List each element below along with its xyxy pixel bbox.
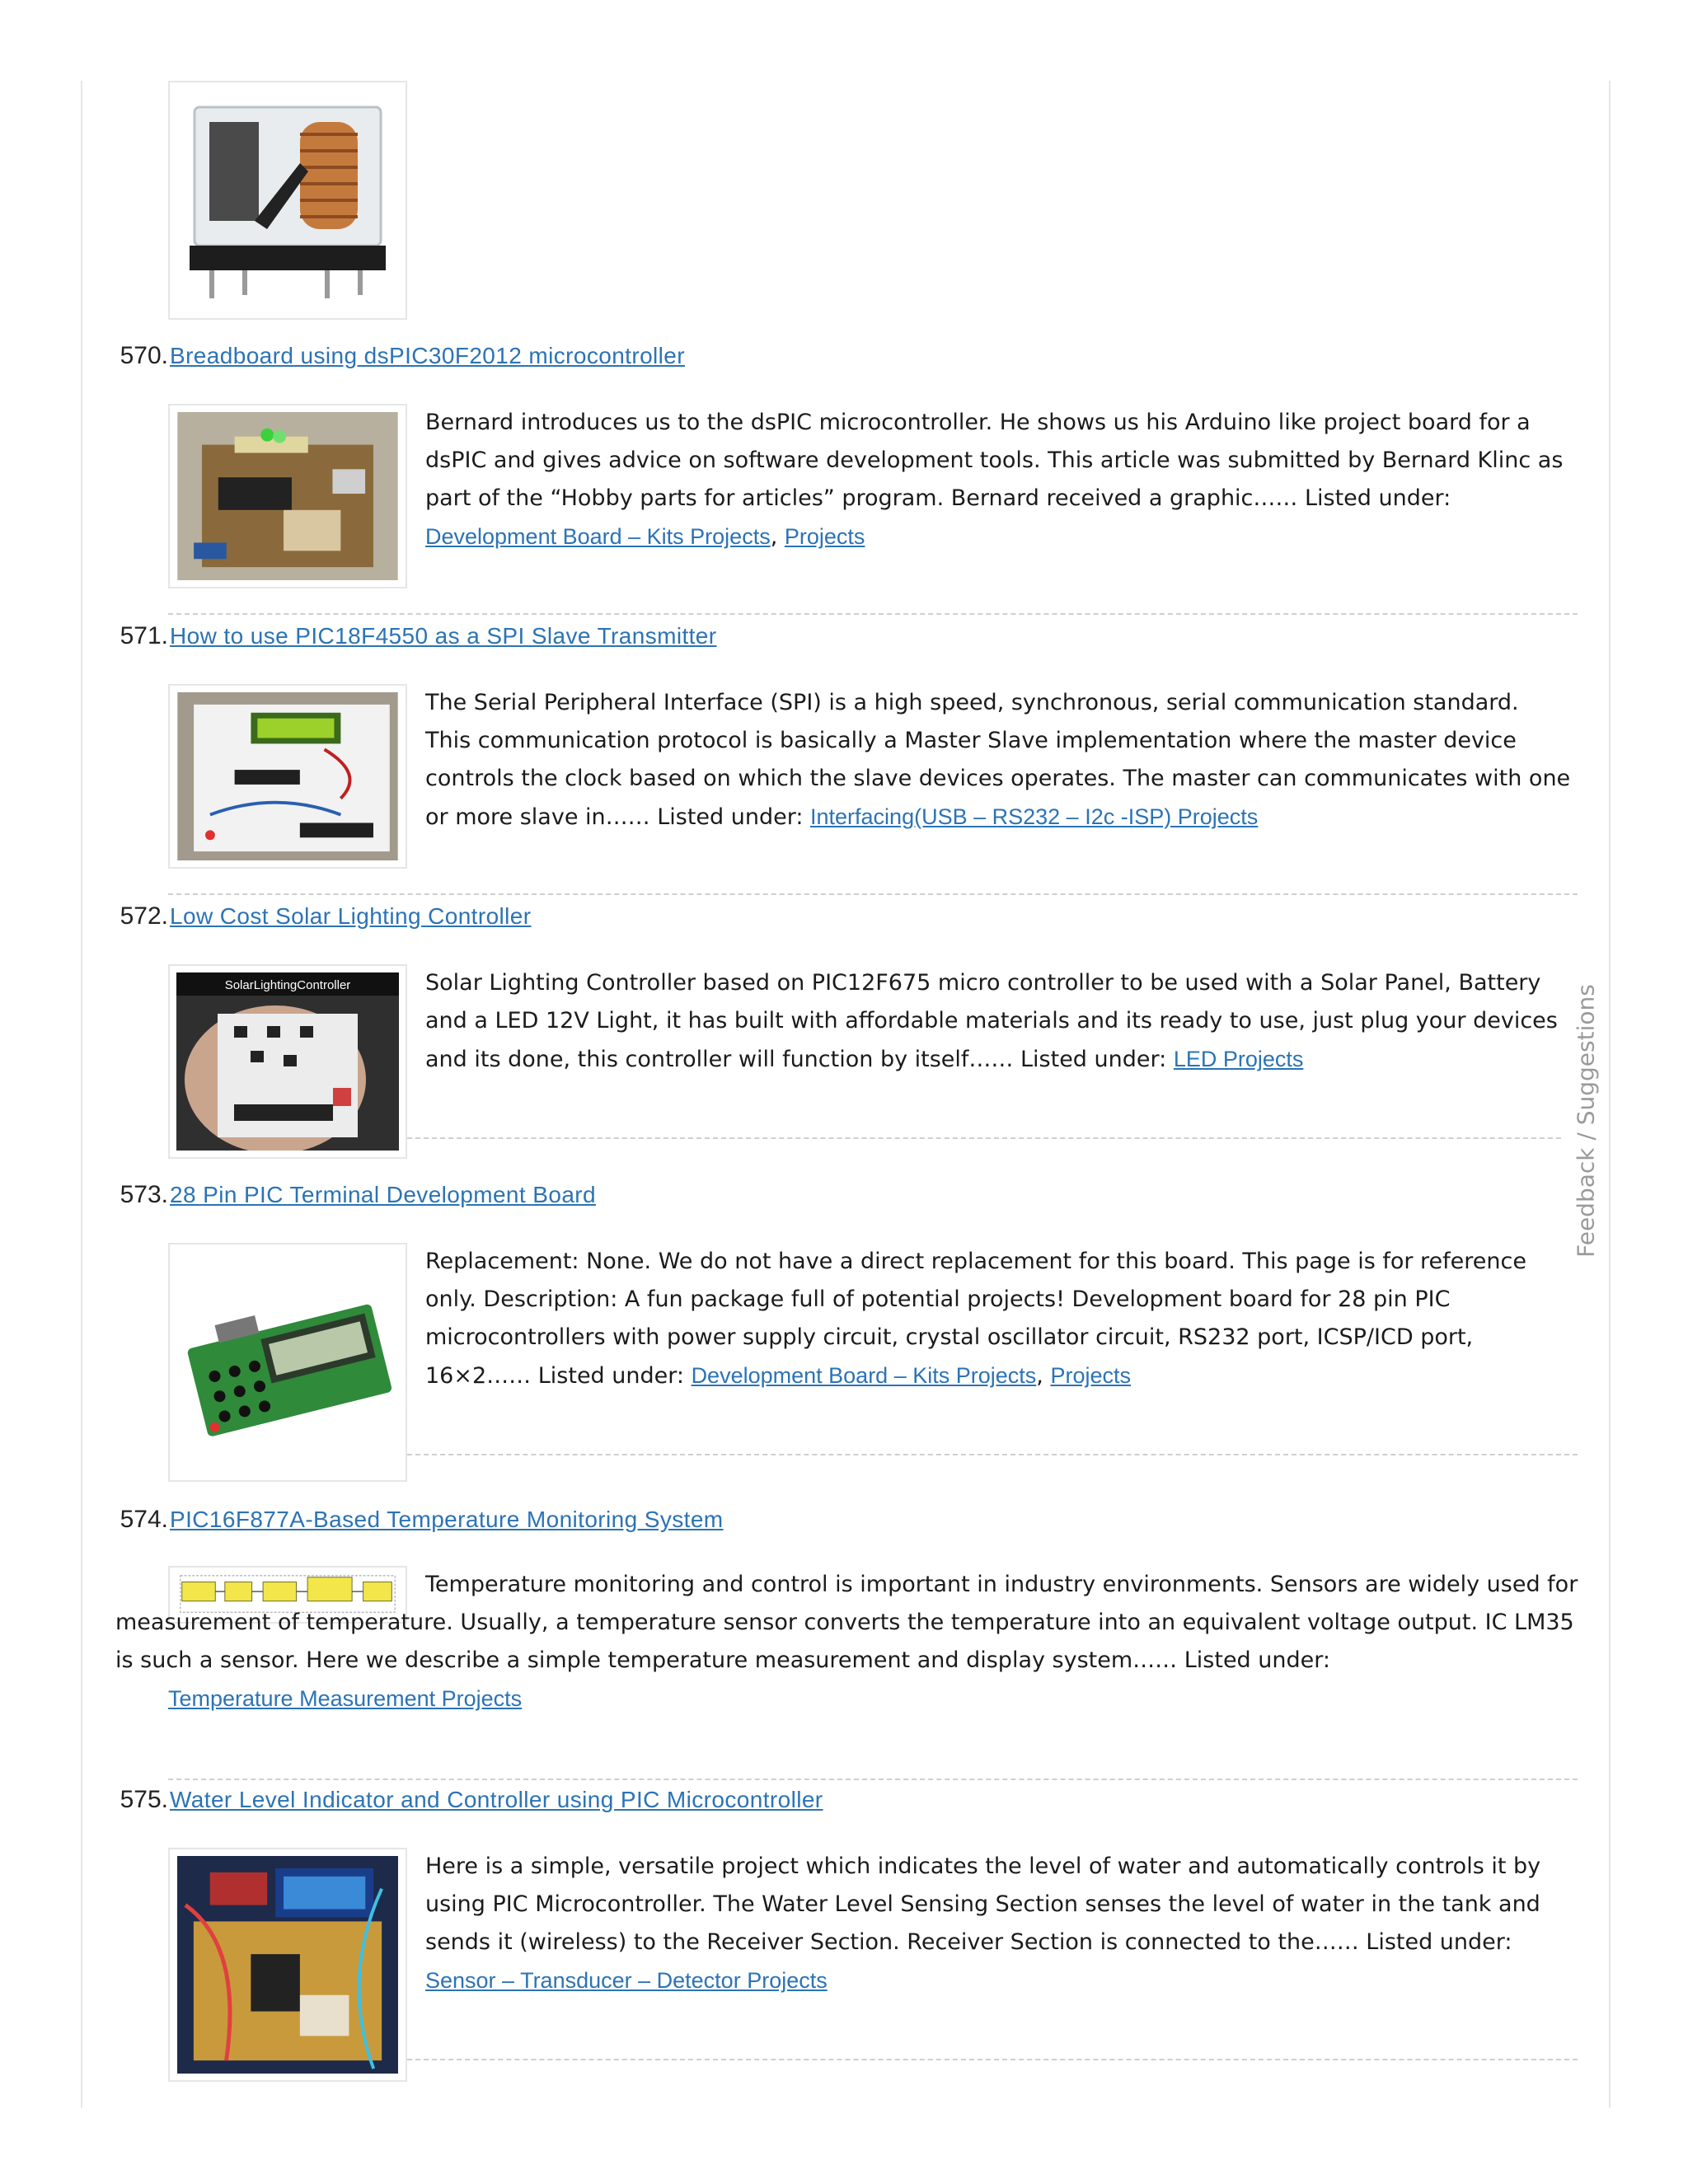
project-link-570[interactable]: Breadboard using dsPIC30F2012 microcontroller [170, 343, 685, 368]
relay-photo-icon [176, 89, 399, 312]
description-text: Replacement: None. We do not have a direct replacement for this board. This page is for reference only. Description: A fun package full of potential projects! Development board for 28 pin PIC microcontrollers with power supply circuit, crystal oscillator circuit, RS232 port, ICSP/ICD port, 16×2…… Listed under: [425, 1249, 1526, 1389]
category-link[interactable]: Projects [784, 524, 865, 549]
item-divider [168, 613, 1578, 615]
item-number: 572. [120, 902, 168, 930]
project-link-572[interactable]: Low Cost Solar Lighting Controller [170, 903, 532, 929]
description-text: Solar Lighting Controller based on PIC12F675 micro controller to be used with a Solar Panel, Battery and a LED 12V Light, it has built with affordable materials and its ready to use, just plug your devices and its done, this controller will function by itself…… Listed under: [425, 970, 1558, 1072]
list-item-572-header [115, 900, 531, 933]
project-description-570: Bernard introduces us to the dsPIC microcontroller. He shows us his Arduino like project board for a dsPIC and gives advice on software development tools. This article was submitted by Bernard Klinc as part of the “Hobby parts for articles” program. Bernard received a graphic…… Listed under: Development Board – Kits Projects, Projects [425, 410, 1564, 550]
project-description-574 [115, 1566, 1579, 1718]
category-link[interactable]: LED Projects [1173, 1047, 1304, 1071]
description-text: Temperature monitoring and control is important in industry environments. Sensors are widely used for measurement of temperature. Usually, a temperature sensor converts the temperature into an equivalent voltage output. IC LM35 is such a sensor. Here we describe a simple temperature measurement and display system…… Listed under: [115, 1572, 1578, 1673]
item-divider [407, 1137, 1578, 1139]
project-description-575 [425, 1848, 1571, 2000]
item-number: 574. [120, 1506, 168, 1533]
breadboard-dspic-photo-icon [176, 412, 399, 580]
item-number: 571. [120, 622, 168, 649]
list-item-573-header [115, 1179, 596, 1212]
item-number: 570. [120, 342, 168, 369]
spi-breadboard-photo-icon [176, 692, 399, 860]
item-divider [168, 1779, 1578, 1780]
description-text: Bernard introduces us to the dsPIC microcontroller. He shows us his Arduino like project board for a dsPIC and gives advice on software development tools. This article was submitted by Bernard Klinc as part of the “Hobby parts for articles” program. Bernard received a graphic…… Listed under: [425, 410, 1564, 511]
project-link-575[interactable]: Water Level Indicator and Controller using PIC Microcontroller [170, 1787, 823, 1812]
list-item-575-header [115, 1783, 823, 1816]
item-divider [407, 2059, 1578, 2060]
project-description-572 [425, 964, 1571, 1079]
list-item-574-header [115, 1503, 724, 1536]
project-thumbnail-575[interactable] [168, 1848, 407, 2082]
water-level-circuit-photo-icon [176, 1856, 399, 2074]
description-text: The Serial Peripheral Interface (SPI) is a high speed, synchronous, serial communication standard. This communication protocol is basically a Master Slave implementation where the master device controls the clock based on which the slave devices operates. The master can communicates with one or more slave in…… Listed under: [425, 690, 1571, 830]
project-link-573[interactable]: 28 Pin PIC Terminal Development Board [170, 1182, 596, 1207]
description-text: Here is a simple, versatile project which indicates the level of water and automatically controls it by using PIC Microcontroller. The Water Level Sensing Section senses the level of water in the tank and sends it (wireless) to the Receiver Section. Receiver Section is connected to the…… Listed under: [425, 1854, 1541, 1955]
project-thumbnail-573[interactable] [168, 1243, 407, 1482]
solar-controller-photo-icon [176, 972, 399, 1151]
project-link-574[interactable]: PIC16F877A-Based Temperature Monitoring System [170, 1507, 724, 1532]
item-divider [168, 893, 1578, 895]
item-number: 575. [120, 1786, 168, 1813]
feedback-tab-label: Feedback / Suggestions [1572, 984, 1600, 1258]
project-description-571 [425, 684, 1571, 837]
project-description-573: Replacement: None. We do not have a direct replacement for this board. This page is for reference only. Description: A fun package full of potential projects! Development board for 28 pin PIC microcontrollers with power supply circuit, crystal oscillator circuit, RS232 port, ICSP/ICD port, 16×2…… Listed under: Development Board – Kits Projects, Projects [425, 1249, 1526, 1389]
list-item-571-header [115, 620, 717, 653]
category-link[interactable]: Sensor – Transducer – Detector Projects [425, 1968, 828, 1993]
category-link[interactable]: Temperature Measurement Projects [168, 1686, 523, 1711]
project-thumbnail-572[interactable] [168, 964, 407, 1159]
feedback-tab[interactable] [1564, 964, 1607, 1277]
project-thumbnail-570[interactable] [168, 404, 407, 588]
project-thumbnail-571[interactable] [168, 684, 407, 869]
relay-thumbnail[interactable] [168, 81, 407, 320]
item-divider [407, 1454, 1578, 1455]
category-link[interactable]: Interfacing(USB – RS232 – I2c -ISP) Projects [810, 804, 1259, 829]
project-link-571[interactable]: How to use PIC18F4550 as a SPI Slave Transmitter [170, 623, 717, 649]
item-number: 573. [120, 1181, 168, 1208]
list-item-570-header [115, 340, 685, 373]
category-link[interactable]: Development Board – Kits Projects [691, 1363, 1037, 1388]
thumbnail-caption: SolarLightingController [224, 978, 351, 992]
terminal-board-photo-icon [176, 1251, 399, 1474]
category-link[interactable]: Projects [1050, 1363, 1131, 1388]
category-link[interactable]: Development Board – Kits Projects [425, 524, 771, 549]
